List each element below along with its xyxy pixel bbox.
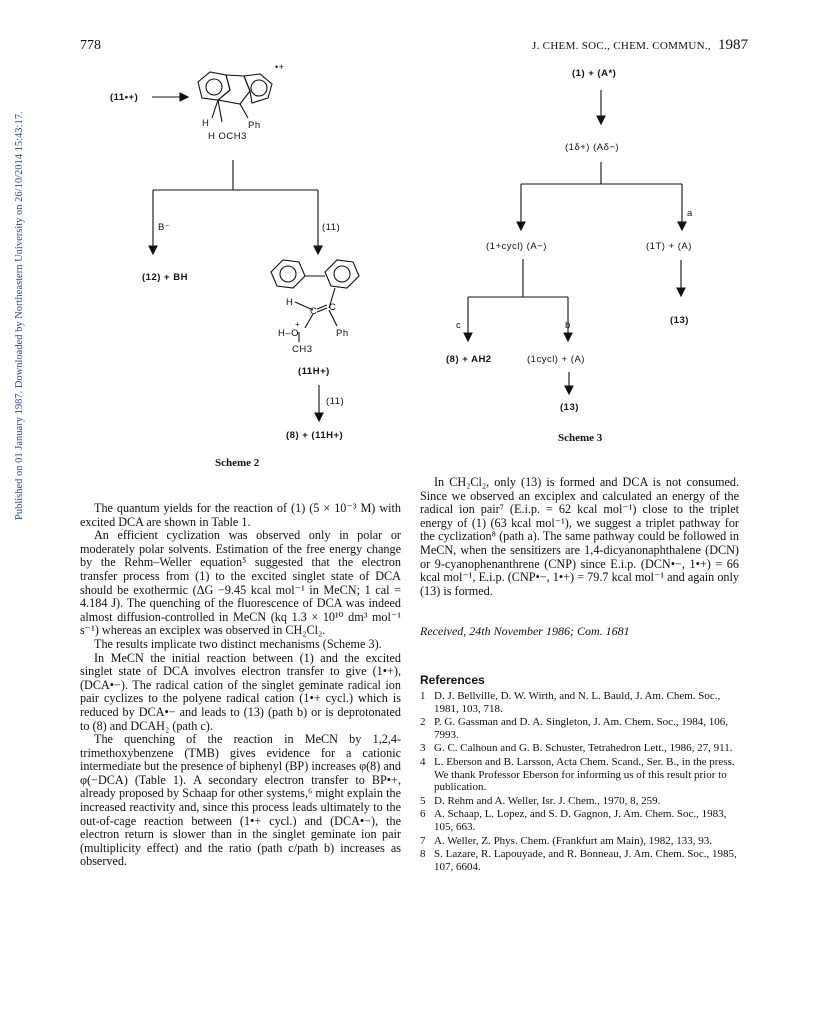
branch-b-label: b: [565, 320, 571, 331]
scheme-2-split-arrows: [140, 158, 340, 258]
h-label-2: H: [286, 297, 294, 308]
references-list: [420, 690, 738, 874]
page-number: 778: [80, 38, 101, 53]
left-column: [80, 502, 401, 869]
scheme-3-caption: Scheme 3: [558, 432, 603, 444]
h-atom-label: H: [202, 118, 210, 129]
path-c-product: (8) + AH2: [446, 354, 492, 365]
scheme-3-lower-split: [455, 257, 605, 347]
reference-item: 7 A. Weller, Z. Phys. Chem. (Frankfurt am Main), 1982, 133, 93.: [420, 834, 713, 847]
journal-title: J. CHEM. SOC., CHEM. COMMUN.,: [532, 40, 711, 52]
scheme-2-caption: Scheme 2: [215, 457, 260, 469]
radical-cation-label: (11•+): [110, 92, 139, 103]
download-notice: Published on 01 January 1987. Downloaded by Northeastern University on 26/10/2014 15:43:17.: [14, 111, 25, 520]
scheme-3-arrow-1: [594, 88, 610, 128]
phenyl-label-2: Ph: [336, 328, 349, 339]
scheme-2-products: (8) + (11H+): [286, 430, 344, 441]
reference-item: 3 G. C. Calhoun and G. B. Schuster, Tetrahedron Lett., 1986, 27, 911.: [420, 742, 733, 755]
paragraph: The results implicate two distinct mechanisms (Scheme 3).: [94, 636, 382, 651]
positive-charge: +: [295, 320, 301, 329]
reference-item: 6 A. Schaap, L. Lopez, and S. D. Gagnon, J. Am. Chem. Soc., 1983, 105, 663.: [420, 808, 727, 833]
branch-a-label: a: [687, 208, 693, 219]
branch-11-label: (11): [322, 222, 341, 233]
methoxy-label: H OCH3: [208, 131, 247, 142]
phenyl-label: Ph: [248, 120, 261, 131]
reference-item: 4 L. Eberson and B. Larsson, Acta Chem. Scand., Ser. B., in the press. We thank Professor Eberson for informing us of this result prior to publication.: [420, 755, 735, 794]
references-heading: References: [420, 673, 485, 687]
scheme-3-start: (1) + (A*): [572, 68, 617, 79]
reference-item: 1 D. J. Bellville, D. W. Wirth, and N. L. Bauld, J. Am. Chem. Soc., 1981, 103, 718.: [420, 690, 721, 715]
scheme-3-intermediate: (1δ+) (Aδ−): [565, 142, 620, 153]
branch-c-label: c: [456, 320, 462, 331]
scheme-3-arrow-triplet: [674, 258, 690, 300]
triplet-product-13: (13): [670, 315, 689, 326]
radical-charge: •+: [275, 62, 285, 72]
biphenyl-cation-structure: [255, 250, 395, 350]
phenanthrene-radical-structure: [140, 60, 300, 170]
path-b-product-13: (13): [560, 402, 579, 413]
paragraph: In CH₂Cl₂, only (13) is formed and DCA is not consumed. Since we observed an exciplex and calculated an energy of the radical ion pair⁷ (E.i.p. = 62 kcal mol⁻¹) close to the triplet energy of (1) (63 kcal mol⁻¹), we suggest a triplet pathway for the cyclization⁸ (path a). The same pathway could be followed in MeCN, when the sensitizers are 1,4-dicyanonaphthalene (DCN) or 9-cyanophenanthrene (CNP) since E.i.p. (DCN•−, 1•+) = 66 kcal mol⁻¹, E.i.p. (CNP•−, 1•+) = 79.7 kcal mol⁻¹ and again only (13) is formed.: [420, 475, 739, 598]
reference-item: 2 P. G. Gassman and D. A. Singleton, J. Am. Chem. Soc., 1984, 106, 7993.: [420, 716, 728, 741]
reference-item: 8 S. Lazare, R. Lapouyade, and R. Bonneau, J. Am. Chem. Soc., 1985, 107, 6604.: [420, 848, 737, 873]
product-12-bh: (12) + BH: [142, 272, 188, 283]
path-b-product: (1cycl) + (A): [527, 354, 585, 365]
received-date: Received, 24th November 1986; Com. 1681: [420, 624, 630, 638]
paragraph: The quantum yields for the reaction of (1) (5 × 10⁻³ M) with excited DCA are shown in Table 1.: [80, 501, 401, 529]
paragraph: In MeCN the initial reaction between (1) and the excited singlet state of DCA involves electron transfer to give (1•+), (DCA•−). The radical cation of the singlet geminate radical ion pair cyclizes to the polyene radical cation (1•+ cycl.) which is reduced by DCA•− and leads to (13) (path b) or is deprotonated to (8) and DCAH₂ (path c).: [80, 650, 401, 733]
triplet-node: (1T) + (A): [646, 241, 692, 252]
base-label: B⁻: [158, 222, 171, 233]
right-column-text: [420, 476, 739, 598]
cation-11h-label: (11H+): [298, 366, 330, 377]
scheme-3-arrow-b: [562, 370, 578, 398]
methyl-label: CH3: [292, 344, 313, 355]
reference-item: 5 D. Rehm and A. Weller, Isr. J. Chem., 1970, 8, 259.: [420, 794, 661, 807]
hydroxonium-label: H–O: [278, 328, 300, 339]
paragraph: The quenching of the reaction in MeCN by 1,2,4-trimethoxybenzene (TMB) gives evidence for a cationic intermediate but the presence of biphenyl (BP) increases φ(8) and φ(−DCA) (Table 1). A secondary electron transfer to BP•+, already proposed by Schaap for other systems,⁶ might explain the increased reactivity and, since this process leads ultimately to the out-of-cage reaction between (1•+ cycl.) and (DCA•−), the electron return is slower than in the singlet geminate ion pair (multiplicity effect) and the ratio (path c/path b) increases as observed.: [80, 732, 401, 869]
paragraph: An efficient cyclization was observed only in polar or moderately polar solvents. Estimation of the free energy change by the Rehm–Weller equation⁵ suggested that the electron transfer process from (1) to the excited singlet state of DCA should be exothermic (ΔG −9.45 kcal mol⁻¹ in MeCN; 1 cal = 4.184 J). The quenching of the fluorescence of DCA was indeed almost diffusion-controlled in MeCN (kq 1.3 × 10¹⁰ dm³ mol⁻¹ s⁻¹) whereas an exciplex was observed in CH₂Cl₂.: [80, 528, 401, 638]
carbon-label-2: C: [329, 302, 337, 313]
carbon-label-1: C: [310, 306, 318, 317]
journal-year: 1987: [718, 37, 748, 53]
singlet-pair-node: (1+cycl) (A−): [486, 241, 547, 252]
scheme-3-split-arrows: [510, 160, 710, 235]
arrow-11-label: (11): [326, 396, 345, 407]
